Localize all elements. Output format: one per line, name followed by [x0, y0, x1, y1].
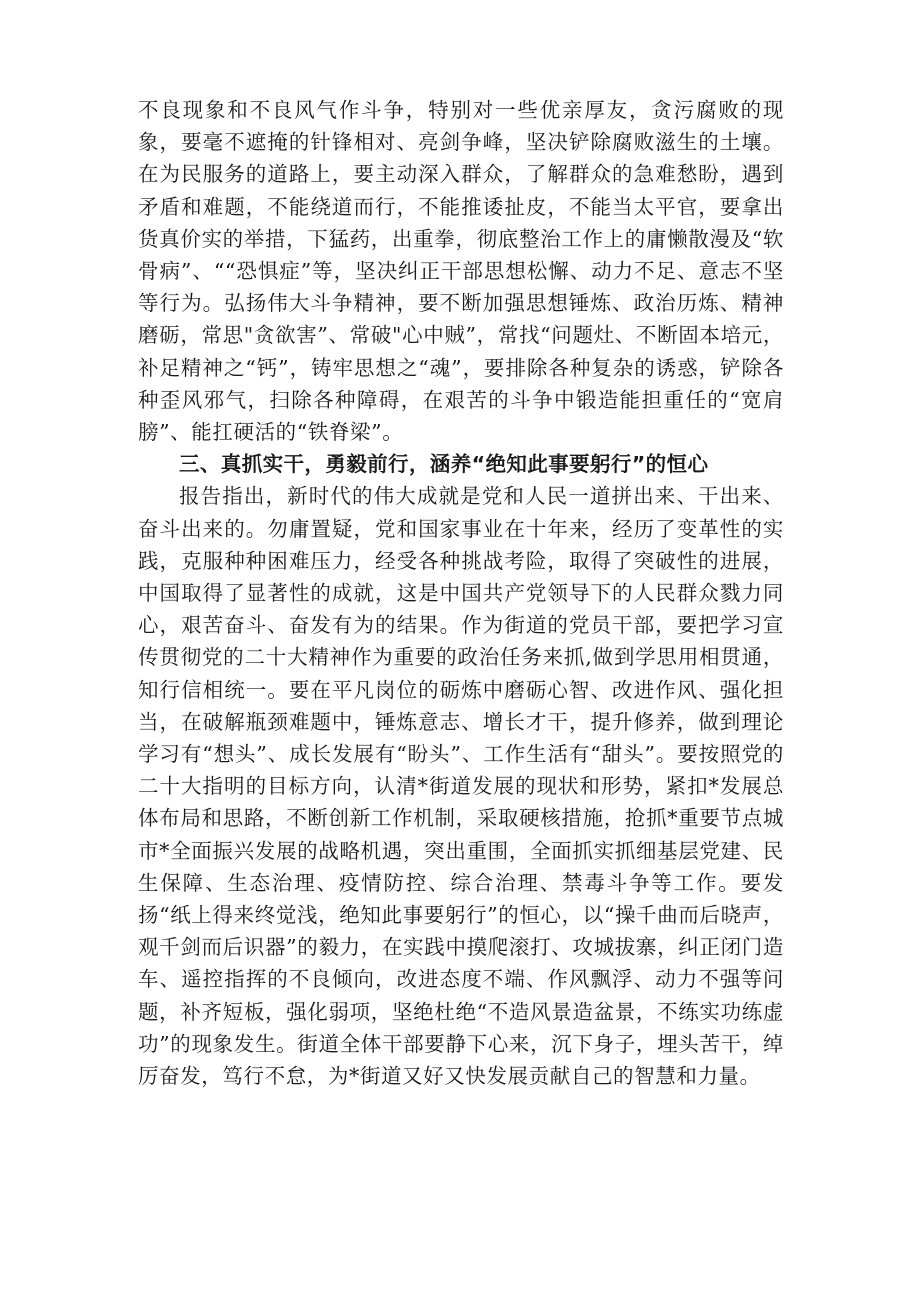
body-paragraph: 报告指出，新时代的伟大成就是党和人民一道拼出来、干出来、奋斗出来的。勿庸置疑，党和国家事业在十年来，经历了变革性的实践，克服种种困难压力，经受各种挑战考险，取得了突破性的进展，中国取得了显著性的成就，这是中国共产党领导下的人民群众戮力同心，艰苦奋斗、奋发有为的结果。作为街道的党员干部，要把学习宣传贯彻党的二十大精神作为重要的政治任务来抓,做到学思用相贯通，知行信相统一。要在平凡岗位的砺炼中磨砺心智、改进作风、强化担当，在破解瓶颈难题中，锤炼意志、增长才干，提升修养，做到理论学习有“想头”、成长发展有“盼头”、工作生活有“甜头”。要按照党的二十大指明的目标方向，认清*街道发展的现状和形势，紧扣*发展总体布局和思路，不断创新工作机制，采取硬核措施，抢抓*重要节点城市*全面振兴发展的战略机遇，突出重围，全面抓实抓细基层党建、民生保障、生态治理、疫情防控、综合治理、禁毒斗争等工作。要发扬“纸上得来终觉浅，绝知此事要躬行”的恒心，以“操千曲而后晓声，观千剑而后识器”的毅力，在实践中摸爬滚打、攻城拔寨，纠正闭门造车、遥控指挥的不良倾向，改进态度不端、作风飘浮、动力不强等问题，补齐短板，强化弱项，坚绝杜绝“不造风景造盆景，不练实功练虚功”的现象发生。街道全体干部要静下心来，沉下身子，埋头苦干，绰厉奋发，笃行不怠，为*街道又好又快发展贡献自己的智慧和力量。: [138, 484, 784, 1089]
section-heading: 三、真抓实干，勇毅前行，涵养“绝知此事要躬行”的恒心: [179, 452, 709, 477]
body-paragraph-continued: 不良现象和不良风气作斗争，特别对一些优亲厚友，贪污腐败的现象，要毫不遮掩的针锋相对、亮剑争峰，坚决铲除腐败滋生的土壤。在为民服务的道路上，要主动深入群众，了解群众的急难愁盼，遇到矛盾和难题，不能绕道而行，不能推诿扯皮，不能当太平官，要拿出货真价实的举措，下猛药，出重拳，彻底整治工作上的庸懒散漫及“软骨病”、““恐惧症”等，坚决纠正干部思想松懈、动力不足、意志不坚等行为。弘扬伟大斗争精神，要不断加强思想锤炼、政治历炼、精神磨砺，常思"贪欲害”、常破"心中贼”，常找“问题灶、不断固本培元，补足精神之“钙”，铸牢思想之“魂”，要排除各种复杂的诱惑，铲除各种歪风邪气，扫除各种障碍，在艰苦的斗争中锻造能担重任的“宽肩膀”、能扛硬活的“铁脊梁”。: [138, 98, 784, 445]
document-page: [138, 94, 784, 1092]
